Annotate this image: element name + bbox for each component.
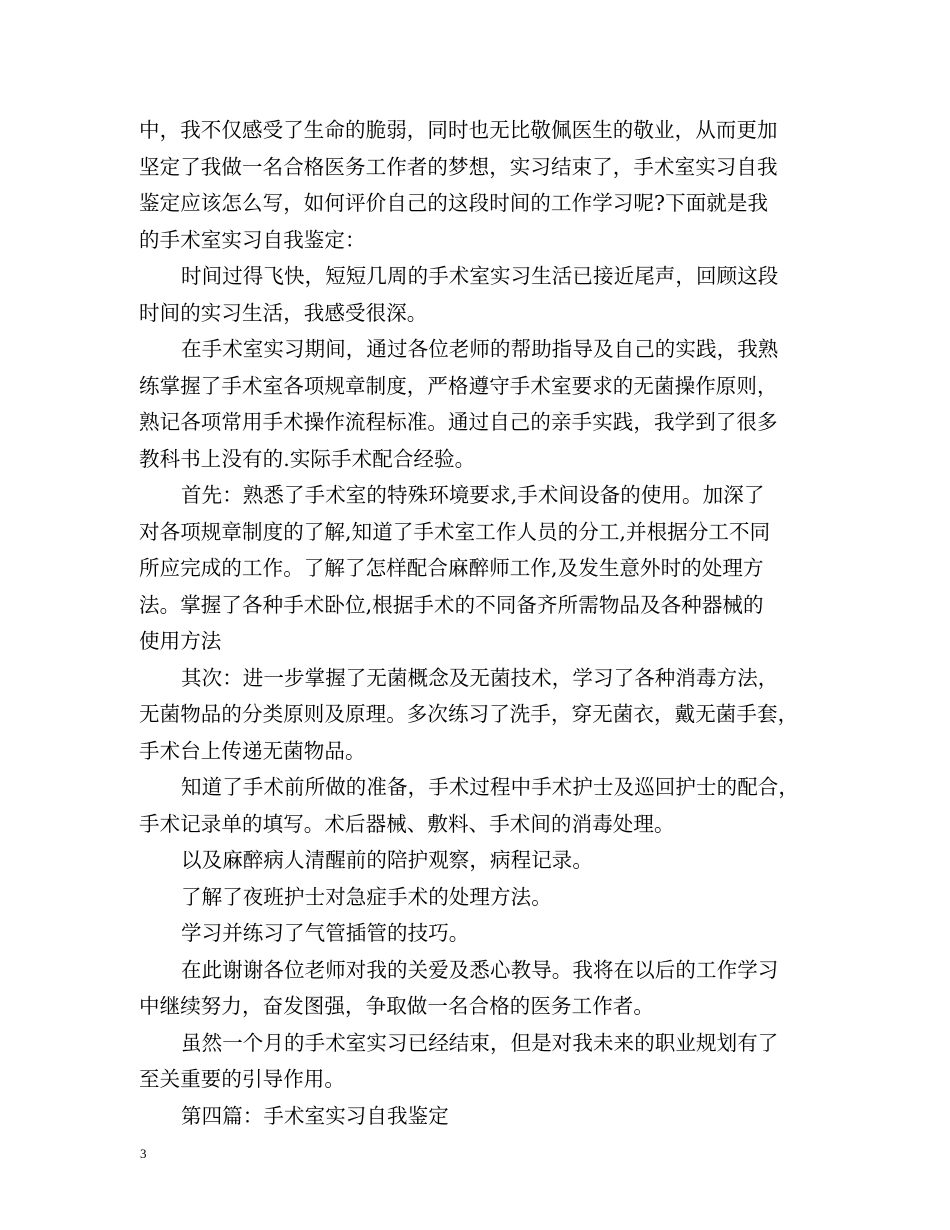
text-line: 手术台上传递无菌物品。 (139, 738, 366, 763)
text-line: 中继续努力，奋发图强，争取做一名合格的医务工作者。 (139, 994, 654, 1018)
text-line: 的手术室实习自我鉴定： (139, 227, 366, 252)
paragraph-start-line: 时间过得飞快，短短几周的手术室实习生活已接近尾声，回顾这段 (181, 264, 779, 288)
paragraph-start-line: 学习并练习了气管插管的技巧。 (181, 921, 470, 945)
text-line: 熟记各项常用手术操作流程标准。通过自己的亲手实践，我学到了很多 (139, 410, 778, 434)
paragraph-start-line: 首先：熟悉了手术室的特殊环境要求,手术间设备的使用。加深了 (181, 483, 765, 507)
text-line: 教科书上没有的.实际手术配合经验。 (139, 446, 476, 471)
text-line: 坚定了我做一名合格医务工作者的梦想，实习结束了，手术室实习自我 (139, 154, 778, 179)
section-heading-line: 第四篇：手术室实习自我鉴定 (181, 1103, 449, 1128)
text-line: 所应完成的工作。了解了怎样配合麻醉师工作,及发生意外时的处理方 (139, 556, 764, 580)
text-line: 手术记录单的填写。术后器械、敷料、手术间的消毒处理。 (139, 811, 675, 836)
text-line: 时间的实习生活，我感受很深。 (139, 300, 428, 325)
paragraph-start-line: 在手术室实习期间，通过各位老师的帮助指导及自己的实践，我熟 (181, 337, 779, 361)
body-text (139, 112, 819, 1134)
paragraph-start-line: 虽然一个月的手术室实习已经结束，但是对我未来的职业规划有了 (181, 1030, 779, 1055)
paragraph-start-line: 在此谢谢各位老师对我的关爱及悉心教导。我将在以后的工作学习 (181, 957, 779, 982)
text-line: 鉴定应该怎么写，如何评价自己的这段时间的工作学习呢?下面就是我 (139, 191, 769, 215)
text-line: 中，我不仅感受了生命的脆弱，同时也无比敬佩医生的敬业，从而更加 (139, 118, 778, 142)
text-line: 无菌物品的分类原则及原理。多次练习了洗手，穿无菌衣，戴无菌手套， (139, 702, 799, 726)
text-line: 至关重要的引导作用。 (139, 1067, 345, 1091)
text-line: 法。掌握了各种手术卧位,根据手术的不同备齐所需物品及各种器械的 (139, 592, 764, 617)
paragraph-start-line: 知道了手术前所做的准备，手术过程中手术护士及巡回护士的配合， (181, 775, 799, 799)
paragraph-start-line: 了解了夜班护士对急症手术的处理方法。 (181, 884, 552, 909)
text-line: 对各项规章制度的了解,知道了手术室工作人员的分工,并根据分工不同 (139, 519, 771, 544)
text-line: 使用方法 (139, 629, 222, 653)
page-number: 3 (140, 1146, 147, 1161)
paragraph-start-line: 以及麻醉病人清醒前的陪护观察，病程记录。 (181, 848, 593, 872)
text-line: 练掌握了手术室各项规章制度，严格遵守手术室要求的无菌操作原则， (139, 373, 778, 398)
paragraph-start-line: 其次：进一步掌握了无菌概念及无菌技术，学习了各种消毒方法， (181, 665, 779, 690)
